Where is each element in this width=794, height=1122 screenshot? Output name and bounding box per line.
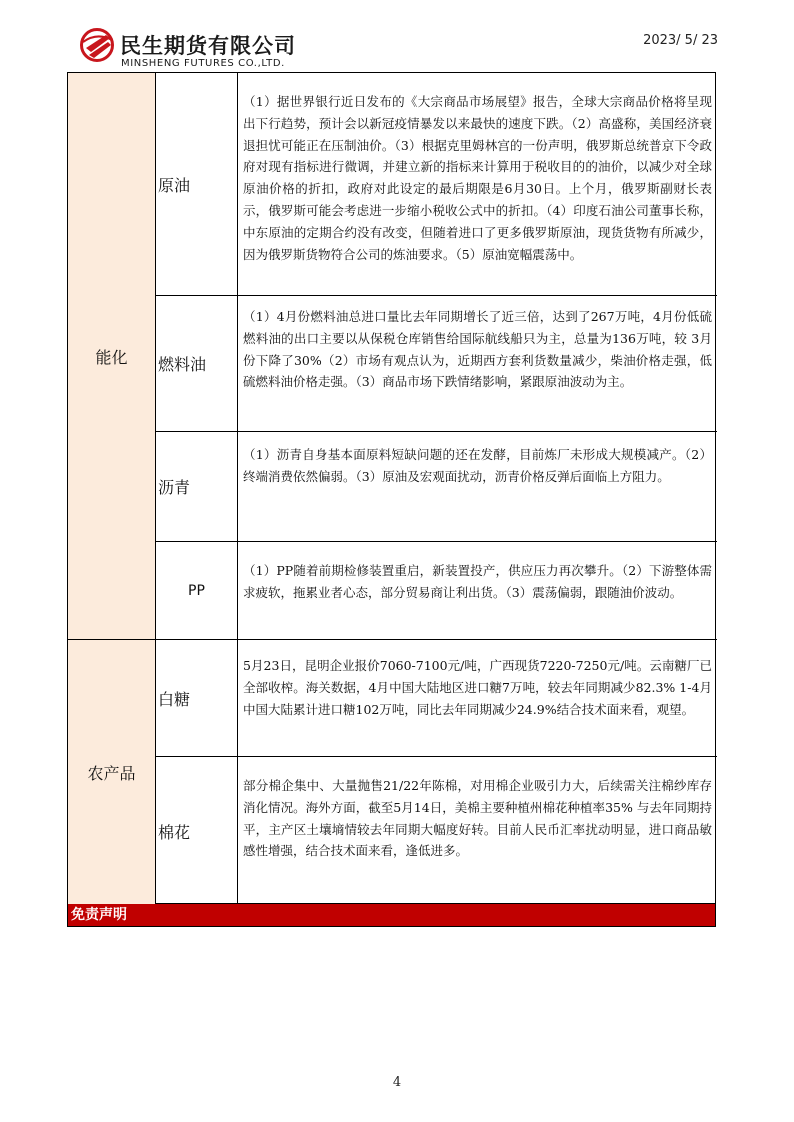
company-name-cn: 民生期货有限公司 <box>120 34 296 58</box>
description-cell: （1）PP随着前期检修装置重启，新装置投产，供应压力再次攀升。（2）下游整体需求疲软，拖累业者心态，部分贸易商让利出货。（3）震荡偏弱，跟随油价波动。 <box>243 563 712 600</box>
company-name-en: MINSHENG FUTURES CO.,LTD. <box>121 58 285 69</box>
company-logo-icon <box>80 28 116 62</box>
product-cell: 原油 <box>156 73 238 295</box>
product-cell: 燃料油 <box>156 296 238 431</box>
description-cell: 部分棉企集中、大量抛售21/22年陈棉，对用棉企业吸引力大，后续需关注棉纱库存消化情况。海外方面，截至5月14日，美棉主要种植州棉花种植率35% 与去年同期持平，主产区土壤墒情较去年同期大幅度好转。目前人民币汇率扰动明显，进口商品敏感性增强，结合技术面来看，逢低进多。 <box>243 778 712 859</box>
disclaimer-bar: 免责声明 <box>67 904 716 927</box>
commodity-table <box>67 72 716 904</box>
category-cell: 能化 <box>68 73 156 640</box>
page-number: 4 <box>392 1075 402 1090</box>
description-cell: （1）4月份燃料油总进口量比去年同期增长了近三倍，达到了267万吨，4月份低硫燃料油的出口主要以从保税仓库销售给国际航线船只为主，总量为136万吨，较 3月份下降了30%（2）市场有观点认为，近期西方套利货数量减少，柴油价格走强，低硫燃料油价格走强。（3）商品市场下跌情绪影响，紧跟原油波动为主。 <box>243 309 712 390</box>
product-cell: PP <box>156 542 238 639</box>
product-cell: 沥青 <box>156 432 238 541</box>
category-cell: 农产品 <box>68 639 156 905</box>
description-cell: （1）据世界银行近日发布的《大宗商品市场展望》报告，全球大宗商品价格将呈现出下行趋势，预计会以新冠疫情暴发以来最快的速度下跌。（2）高盛称，美国经济衰退担忧可能正在压制油价。（3）根据克里姆林宫的一份声明，俄罗斯总统普京下令政府对现有指标进行微调，并建立新的指标来计算用于税收目的的油价，以减少对全球原油价格的折扣，政府对此设定的最后期限是6月30日。上个月，俄罗斯副财长表示，俄罗斯可能会考虑进一步缩小税收公式中的折扣。（4）印度石油公司董事长称，中东原油的定期合约没有改变，但随着进口了更多俄罗斯原油，现货货物有所减少，因为俄罗斯货物符合公司的炼油要求。（5）原油宽幅震荡中。 <box>243 94 712 262</box>
report-date: 2023/ 5/ 23 <box>643 33 718 48</box>
product-cell: 棉花 <box>156 757 238 905</box>
page-header <box>0 0 794 72</box>
product-cell: 白糖 <box>156 640 238 756</box>
description-cell: （1）沥青自身基本面原料短缺问题的还在发酵，目前炼厂未形成大规模减产。（2）终端消费依然偏弱。（3）原油及宏观面扰动，沥青价格反弹后面临上方阻力。 <box>243 447 712 484</box>
description-cell: 5月23日，昆明企业报价7060-7100元/吨，广西现货7220-7250元/吨。云南糖厂已全部收榨。海关数据，4月中国大陆地区进口糖7万吨，较去年同期减少82.3% 1-4月中国大陆累计进口糖102万吨，同比去年同期减少24.9%结合技术面来看，观望。 <box>243 658 712 717</box>
